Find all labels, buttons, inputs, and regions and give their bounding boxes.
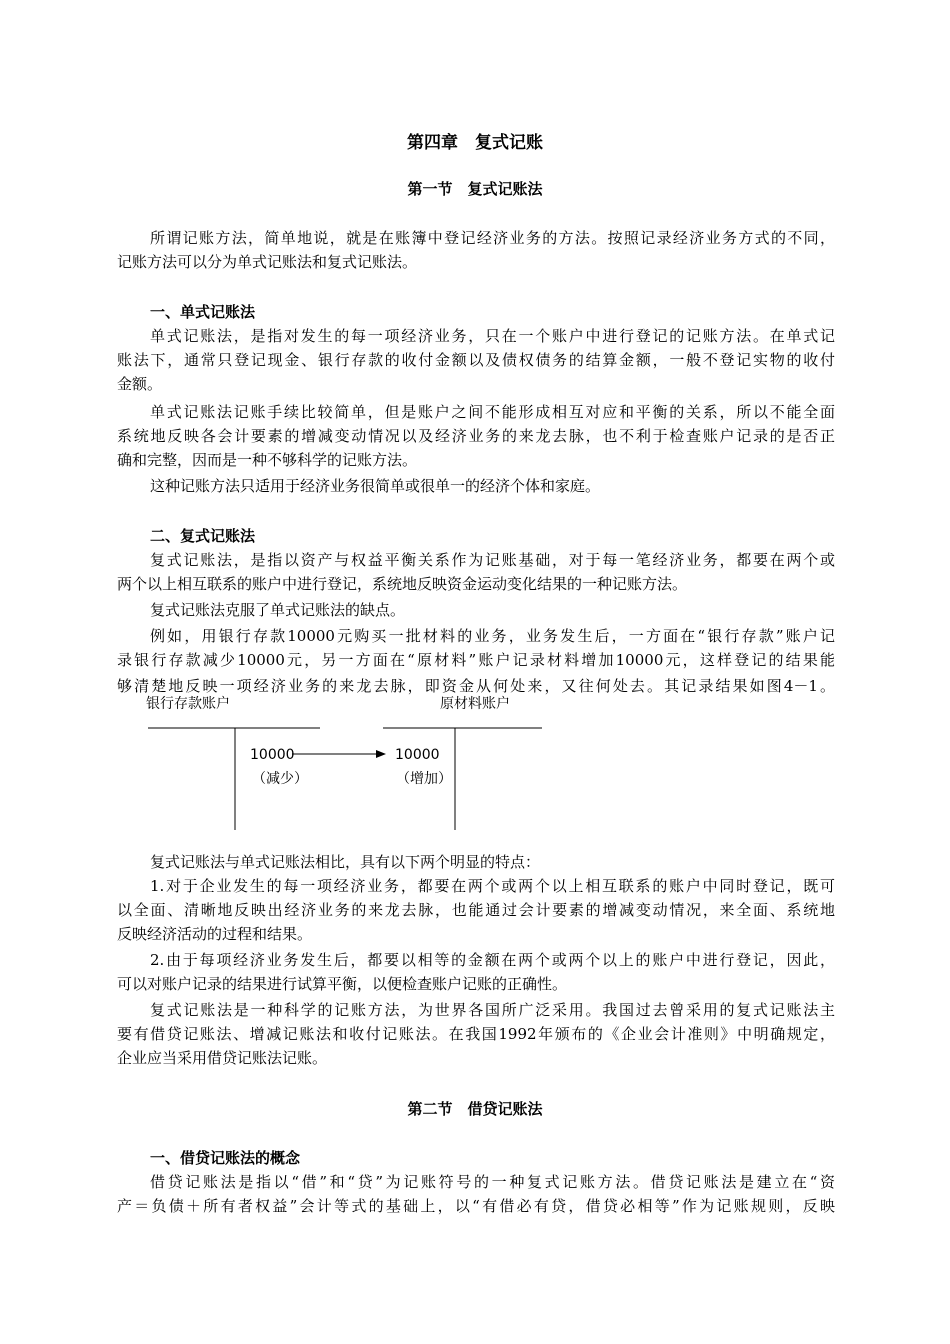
arrow-head-icon — [376, 750, 386, 758]
right-account-label: 原材料账户 — [440, 696, 510, 712]
paragraph-line: 复式记账法是一种科学的记账方法，为世界各国所广泛采用。我国过去曾采用的复式记账法主 — [150, 1001, 835, 1019]
paragraph-line: 记账方法可以分为单式记账法和复式记账法。 — [117, 253, 418, 271]
paragraph-line: 企业应当采用借贷记账法记账。 — [117, 1049, 328, 1067]
paragraph-line: 所谓记账方法，简单地说，就是在账簿中登记经济业务的方法。按照记录经济业务方式的不同， — [150, 229, 835, 247]
paragraph-line: 1.对于企业发生的每一项经济业务，都要在两个或两个以上相互联系的账户中同时登记，既可 — [150, 877, 835, 895]
paragraph-line: 反映经济活动的过程和结果。 — [117, 925, 313, 943]
right-amount: 10000 — [395, 747, 440, 763]
paragraph-line: 借贷记账法是指以“借”和“贷”为记账符号的一种复式记账方法。借贷记账法是建立在“资 — [150, 1173, 835, 1191]
left-note: （减少） — [252, 771, 308, 787]
paragraph-line: 够清楚地反映一项经济业务的来龙去脉，即资金从何处来，又往何处去。其记录结果如图4－1。 — [117, 677, 835, 695]
left-account-label: 银行存款账户 — [146, 696, 230, 712]
paragraph-line: 金额。 — [117, 375, 163, 393]
paragraph-line: 产＝负债＋所有者权益”会计等式的基础上，以“有借必有贷，借贷必相等”作为记账规则，反映 — [117, 1197, 835, 1215]
paragraph-line: 单式记账法记账手续比较简单，但是账户之间不能形成相互对应和平衡的关系，所以不能全面 — [150, 403, 835, 421]
right-note: （增加） — [396, 771, 452, 787]
paragraph-line: 例如，用银行存款10000元购买一批材料的业务，业务发生后，一方面在“银行存款”账户记 — [150, 627, 835, 645]
paragraph-line: 账法下，通常只登记现金、银行存款的收付金额以及债权债务的结算金额，一般不登记实物的收付 — [117, 351, 835, 369]
heading-single-entry: 一、单式记账法 — [150, 303, 256, 321]
paragraph-line: 单式记账法，是指对发生的每一项经济业务，只在一个账户中进行登记的记账方法。在单式记 — [150, 327, 835, 345]
paragraph-line: 要有借贷记账法、增减记账法和收付记账法。在我国1992年颁布的《企业会计准则》中明确规定， — [117, 1025, 835, 1043]
chapter-title: 第四章 复式记账 — [407, 133, 543, 153]
paragraph-line: 以全面、清晰地反映出经济业务的来龙去脉，也能通过会计要素的增减变动情况，来全面、系统地 — [117, 901, 835, 919]
heading-double-entry: 二、复式记账法 — [150, 527, 256, 545]
left-amount: 10000 — [250, 747, 295, 763]
paragraph-line: 这种记账方法只适用于经济业务很简单或很单一的经济个体和家庭。 — [150, 477, 601, 495]
paragraph-line: 两个以上相互联系的账户中进行登记，系统地反映资金运动变化结果的一种记账方法。 — [117, 575, 688, 593]
paragraph-line: 复式记账法克服了单式记账法的缺点。 — [150, 601, 406, 619]
section-title-1: 第一节 复式记账法 — [407, 180, 543, 198]
heading-concept: 一、借贷记账法的概念 — [150, 1149, 301, 1167]
paragraph-line: 复式记账法，是指以资产与权益平衡关系作为记账基础，对于每一笔经济业务，都要在两个或 — [150, 551, 835, 569]
paragraph-line: 录银行存款减少10000元，另一方面在“原材料”账户记录材料增加10000元，这样登记的结果能 — [117, 651, 835, 669]
paragraph-line: 系统地反映各会计要素的增减变动情况以及经济业务的来龙去脉，也不利于检查账户记录的是否正 — [117, 427, 835, 445]
section-title-2: 第二节 借贷记账法 — [407, 1100, 543, 1118]
paragraph-line: 2.由于每项经济业务发生后，都要以相等的金额在两个或两个以上的账户中进行登记，因此， — [150, 951, 835, 969]
t-account-diagram — [140, 690, 560, 835]
paragraph-line: 复式记账法与单式记账法相比，具有以下两个明显的特点： — [150, 853, 541, 871]
paragraph-line: 可以对账户记录的结果进行试算平衡，以便检查账户记账的正确性。 — [117, 975, 568, 993]
paragraph-line: 确和完整，因而是一种不够科学的记账方法。 — [117, 451, 418, 469]
